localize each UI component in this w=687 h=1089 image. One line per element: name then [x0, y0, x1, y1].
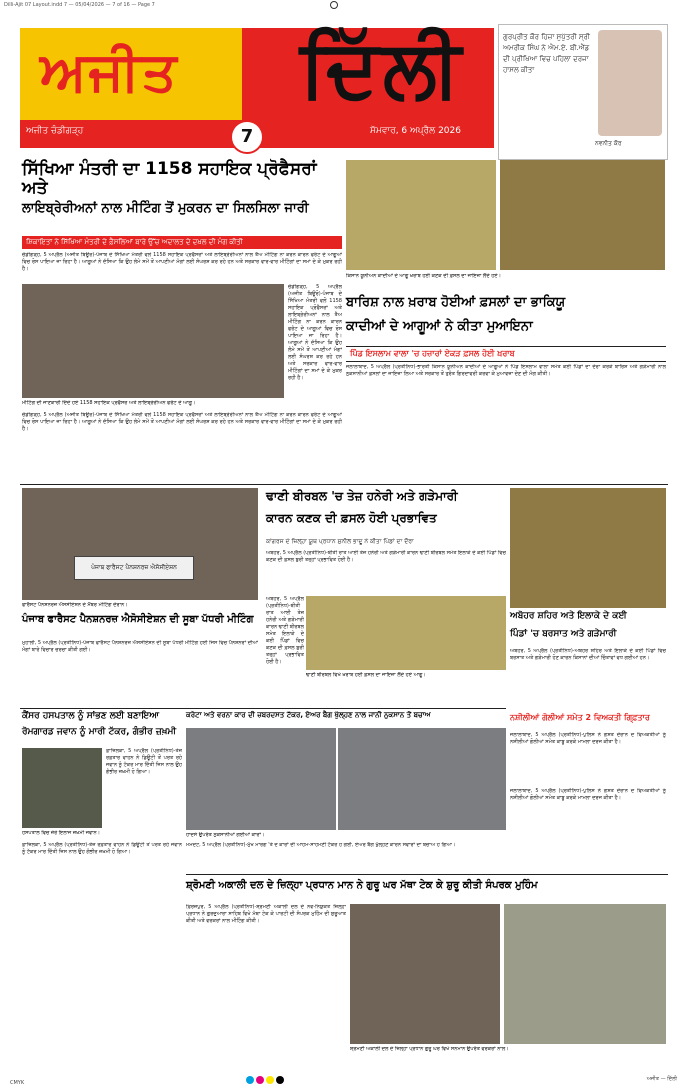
- drugs-body: ਜਲਾਲਾਬਾਦ, 5 ਅਪ੍ਰੈਲ (ਪ੍ਰਤੀਨਿਧ)-ਪੁਲਿਸ ਨੇ ਗਸ਼ਤ ਦੌਰਾਨ ਦੋ ਵਿਅਕਤੀਆਂ ਨੂੰ ਨਸ਼ੀਲੀਆਂ ਗੋਲੀਆਂ ਸਮੇਤ ਕਾਬੂ ਕਰਕੇ ਮਾਮਲਾ ਦਰਜ ਕੀਤਾ ਹੈ।: [510, 732, 666, 745]
- akali-photo-2: [504, 904, 666, 1044]
- akali-photo-caption: ਸ਼੍ਰੋਮਣੀ ਅਕਾਲੀ ਦਲ ਦੇ ਜ਼ਿਲ੍ਹਾ ਪ੍ਰਧਾਨ ਗੁਰੂ ਘਰ ਵਿਖੇ ਸਨਮਾਨ ਉਪਰੰਤ ਵਰਕਰਾਂ ਨਾਲ।: [350, 1046, 509, 1052]
- akali-photo-1: [350, 904, 500, 1044]
- registration-mark-icon: [330, 1, 338, 9]
- cancer-body: ਫ਼ਾਜ਼ਿਲਕਾ, 5 ਅਪ੍ਰੈਲ (ਪ੍ਰਤੀਨਿਧ)-ਤੇਜ਼ ਰਫ਼ਤਾਰ ਵਾਹਨ ਨੇ ਡਿਊਟੀ ਤੋਂ ਪਰਤ ਰਹੇ ਜਵਾਨ ਨੂੰ ਟੱਕਰ ਮਾਰ ਦਿੱਤੀ ਜਿਸ ਨਾਲ ਉਹ ਗੰਭੀਰ ਜ਼ਖ਼ਮੀ ਹੋ ਗਿਆ।: [106, 748, 182, 775]
- main-photo: [22, 284, 284, 398]
- hail-headline-1: ਢਾਣੀ ਬੀਰਬਲ 'ਚ ਤੇਜ਼ ਹਨੇਰੀ ਅਤੇ ਗੜੇਮਾਰੀ: [266, 489, 458, 503]
- main-headline-1: ਸਿੱਖਿਆ ਮੰਤਰੀ ਦਾ 1158 ਸਹਾਇਕ ਪ੍ਰੋਫੈਸਰਾਂ ਅਤੇ: [22, 159, 317, 198]
- rain-subhead: ਪਿੰਡ ਇਸਲਾਮ ਵਾਲਾ 'ਚ ਹਜ਼ਾਰਾਂ ਏਕੜ ਫ਼ਸਲ ਹੋਈ ਖ਼ਰਾਬ: [346, 346, 666, 362]
- rain-photo-2: [500, 160, 665, 270]
- forest-banner: ਪੰਜਾਬ ਫਾਰੈਸਟ ਪੈਨਸ਼ਨਰਜ਼ ਐਸੋਸੀਏਸ਼ਨ: [74, 556, 194, 580]
- rain-headline-2: ਕਾਦੀਆਂ ਦੇ ਆਗੂਆਂ ਨੇ ਕੀਤਾ ਮੁਆਇਨਾ: [346, 319, 533, 334]
- accident-headline: ਕਰੇਟਾ ਅਤੇ ਵਰਨਾ ਕਾਰ ਦੀ ਜ਼ਬਰਦਸਤ ਟੱਕਰ, ਏਅਰ ਬੈਗ ਖੁੱਲ੍ਹਣ ਨਾਲ ਜਾਨੀ ਨੁਕਸਾਨ ਤੋਂ ਬਚਾਅ: [186, 711, 431, 719]
- logo-ajit: ਅਜੀਤ: [40, 40, 179, 103]
- divider: [20, 484, 668, 485]
- divider: [186, 874, 668, 875]
- hail-photo-caption: ਢਾਣੀ ਬੀਰਬਲ ਵਿਖੇ ਖ਼ਰਾਬ ਹੋਈ ਫ਼ਸਲ ਦਾ ਜਾਇਜ਼ਾ ਲੈਂਦੇ ਹੋਏ ਆਗੂ।: [306, 672, 426, 678]
- main-body: ਚੰਡੀਗੜ੍ਹ, 5 ਅਪ੍ਰੈਲ (ਅਜੀਤ ਬਿਊਰੋ)-ਪੰਜਾਬ ਦੇ ਸਿੱਖਿਆ ਮੰਤਰੀ ਵਲੋਂ 1158 ਸਹਾਇਕ ਪ੍ਰੋਫੈਸਰਾਂ ਅਤੇ ਲਾਇਬ੍ਰੇਰੀਅਨਾਂ ਨਾਲ ਤੈਅ ਮੀਟਿੰਗ ਨਾ ਕਰਨ ਕਾਰਨ ਫਰੰਟ ਦੇ ਆਗੂਆਂ ਵਿਚ ਰੋਸ ਪਾਇਆ ਜਾ ਰਿਹਾ ਹੈ। ਆਗੂਆਂ ਨੇ ਦੱਸਿਆ ਕਿ ਉਹ ਲੰਮੇ ਸਮੇਂ ਤੋਂ ਆਪਣੀਆਂ ਮੰਗਾਂ ਲਈ ਸੰਘਰਸ਼ ਕਰ ਰਹੇ ਹਨ ਅਤੇ ਸਰਕਾਰ ਵਾਰ-ਵਾਰ ਮੀਟਿੰਗਾਂ ਦਾ ਸਮਾਂ ਦੇ ਕੇ ਮੁਕਰ ਰਹੀ ਹੈ।: [22, 252, 342, 272]
- drugs-headline: ਨਸ਼ੀਲੀਆਂ ਗੋਲੀਆਂ ਸਮੇਤ 2 ਵਿਅਕਤੀ ਗਿ੍ਫ਼ਤਾਰ: [510, 713, 650, 722]
- hail-subhead: ਕਾਂਗਰਸ ਦੇ ਜ਼ਿਲ੍ਹਾ ਯੂਥ ਪ੍ਰਧਾਨ ਸੁਨੀਲ ਭਾਦੂ ਨੇ ਕੀਤਾ ਪਿੰਡਾਂ ਦਾ ਦੌਰਾ: [266, 538, 414, 545]
- rain-photo-1: [346, 160, 496, 270]
- page-number: 7: [230, 120, 264, 154]
- akali-headline: ਸ਼੍ਰੋਮਣੀ ਅਕਾਲੀ ਦਲ ਦੇ ਜ਼ਿਲ੍ਹਾ ਪ੍ਰਧਾਨ ਮਾਨ ਨੇ ਗੁਰੂ ਘਰ ਮੱਥਾ ਟੇਕ ਕੇ ਸ਼ੁਰੂ ਕੀਤੀ ਸੰਪਰਕ ਮੁਹਿੰਮ: [186, 880, 538, 891]
- edition-label: ਅਜੀਤ ਚੰਡੀਗੜ੍ਹ: [26, 126, 84, 136]
- print-info-line: Dilli-Ajit 07 Layout.indd 7 — 05/04/2026 — 7 of 16 — Page 7: [4, 2, 155, 8]
- hail-headline-2: ਕਾਰਨ ਕਣਕ ਦੀ ਫ਼ਸਲ ਹੋਈ ਪ੍ਰਭਾਵਿਤ: [266, 511, 437, 525]
- forest-headline: ਪੰਜਾਬ ਫਾਰੈਸਟ ਪੈਨਸ਼ਨਰਜ਼ ਐਸੋਸੀਏਸ਼ਨ ਦੀ ਸੂਬਾ ਪੱਧਰੀ ਮੀਟਿੰਗ: [22, 614, 254, 625]
- rain-photo-caption: ਕਿਸਾਨ ਯੂਨੀਅਨ ਕਾਦੀਆਂ ਦੇ ਆਗੂ ਖ਼ਰਾਬ ਹੋਈ ਕਣਕ ਦੀ ਫ਼ਸਲ ਦਾ ਜਾਇਜ਼ਾ ਲੈਂਦੇ ਹੋਏ।: [346, 273, 501, 279]
- akali-body: ਫ਼ਿਰੋਜ਼ਪੁਰ, 5 ਅਪ੍ਰੈਲ (ਪ੍ਰਤੀਨਿਧ)-ਸ਼੍ਰੋਮਣੀ ਅਕਾਲੀ ਦਲ ਦੇ ਨਵ-ਨਿਯੁਕਤ ਜ਼ਿਲ੍ਹਾ ਪ੍ਰਧਾਨ ਨੇ ਗੁਰਦੁਆਰਾ ਸਾਹਿਬ ਵਿਖੇ ਮੱਥਾ ਟੇਕ ਕੇ ਪਾਰਟੀ ਦੀ ਸੰਪਰਕ ਮੁਹਿੰਮ ਦੀ ਸ਼ੁਰੂਆਤ ਕੀਤੀ ਅਤੇ ਵਰਕਰਾਂ ਨਾਲ ਮੀਟਿੰਗ ਕੀਤੀ।: [186, 904, 346, 924]
- date-line: ਸੋਮਵਾਰ, 6 ਅਪ੍ਰੈਲ 2026: [370, 126, 461, 136]
- footer-strip: [0, 1072, 687, 1089]
- logo-dilli: ਦਿੱਲੀ: [300, 22, 465, 115]
- hail-photo: [306, 596, 506, 670]
- abohar-headline-2: ਪਿੰਡਾਂ 'ਚ ਬਰਸਾਤ ਅਤੇ ਗੜੇਮਾਰੀ: [510, 629, 617, 639]
- abohar-photo: [510, 488, 666, 608]
- hail-body: ਅਬੋਹਰ, 5 ਅਪ੍ਰੈਲ (ਪ੍ਰਤੀਨਿਧ)-ਬੀਤੀ ਰਾਤ ਆਈ ਤੇਜ਼ ਹਨੇਰੀ ਅਤੇ ਗੜੇਮਾਰੀ ਕਾਰਨ ਢਾਣੀ ਬੀਰਬਲ ਸਮੇਤ ਇਲਾਕੇ ਦੇ ਕਈ ਪਿੰਡਾਂ ਵਿਚ ਕਣਕ ਦੀ ਫ਼ਸਲ ਬੁਰੀ ਤਰ੍ਹਾਂ ਪ੍ਰਭਾਵਿਤ ਹੋਈ ਹੈ।: [266, 550, 506, 563]
- rain-headline-1: ਬਾਰਿਸ਼ ਨਾਲ ਖ਼ਰਾਬ ਹੋਈਆਂ ਫ਼ਸਲਾਂ ਦਾ ਭਾਕਿਯੂ: [346, 295, 566, 310]
- cancer-body-cont: ਫ਼ਾਜ਼ਿਲਕਾ, 5 ਅਪ੍ਰੈਲ (ਪ੍ਰਤੀਨਿਧ)-ਤੇਜ਼ ਰਫ਼ਤਾਰ ਵਾਹਨ ਨੇ ਡਿਊਟੀ ਤੋਂ ਪਰਤ ਰਹੇ ਜਵਾਨ ਨੂੰ ਟੱਕਰ ਮਾਰ ਦਿੱਤੀ ਜਿਸ ਨਾਲ ਉਹ ਗੰਭੀਰ ਜ਼ਖ਼ਮੀ ਹੋ ਗਿਆ।: [22, 842, 182, 855]
- color-registration-dots: [246, 1080, 286, 1086]
- ad-text: ਗੁਰਪ੍ਰੀਤ ਕੌਰ ਹਿਜ਼ਾ ਸੁਪੁੱਤਰੀ ਸ੍ਰੀ ਅਮਰੀਕ ਸਿੰਘ ਨੇ ਐਮ.ਏ. ਬੀ.ਐੱਡ ਦੀ ਪ੍ਰੀਖਿਆ ਵਿਚ ਪਹਿਲਾ ਦਰਜਾ ਹਾਸਲ ਕੀਤਾ: [503, 33, 590, 74]
- divider: [20, 708, 506, 709]
- cancer-headline-2: ਰੋਮਗਾਰਡ ਜਵਾਨ ਨੂੰ ਮਾਰੀ ਟੱਕਰ, ਗੰਭੀਰ ਜ਼ਖ਼ਮੀ: [22, 727, 177, 737]
- accident-photo-1: [186, 728, 336, 830]
- ad-name: ਨਵਨੀਤ ਕੌਰ: [595, 140, 622, 147]
- main-headline-2: ਲਾਇਬ੍ਰੇਰੀਅਨਾਂ ਨਾਲ ਮੀਟਿੰਗ ਤੋਂ ਮੁਕਰਨ ਦਾ ਸਿਲਸਿਲਾ ਜਾਰੀ: [22, 201, 309, 216]
- abohar-body: ਅਬੋਹਰ, 5 ਅਪ੍ਰੈਲ (ਪ੍ਰਤੀਨਿਧ)-ਅਬੋਹਰ ਸ਼ਹਿਰ ਅਤੇ ਇਲਾਕੇ ਦੇ ਕਈ ਪਿੰਡਾਂ ਵਿਚ ਬਰਸਾਤ ਅਤੇ ਗੜੇਮਾਰੀ ਹੋਣ ਕਾਰਨ ਕਿਸਾਨਾਂ ਦੀਆਂ ਚਿੰਤਾਵਾਂ ਵਧ ਗਈਆਂ ਹਨ।: [510, 648, 666, 661]
- main-photo-caption: ਮੀਟਿੰਗ ਦੀ ਜਾਣਕਾਰੀ ਦਿੰਦੇ ਹੋਏ 1158 ਸਹਾਇਕ ਪ੍ਰੋਫੈਸਰ ਅਤੇ ਲਾਇਬ੍ਰੇਰੀਅਨ ਫਰੰਟ ਦੇ ਆਗੂ।: [22, 400, 196, 406]
- accident-photo-2: [338, 728, 506, 830]
- drugs-body-cont: ਜਲਾਲਾਬਾਦ, 5 ਅਪ੍ਰੈਲ (ਪ੍ਰਤੀਨਿਧ)-ਪੁਲਿਸ ਨੇ ਗਸ਼ਤ ਦੌਰਾਨ ਦੋ ਵਿਅਕਤੀਆਂ ਨੂੰ ਨਸ਼ੀਲੀਆਂ ਗੋਲੀਆਂ ਸਮੇਤ ਕਾਬੂ ਕਰਕੇ ਮਾਮਲਾ ਦਰਜ ਕੀਤਾ ਹੈ।: [510, 788, 666, 801]
- main-body-side: ਚੰਡੀਗੜ੍ਹ, 5 ਅਪ੍ਰੈਲ (ਅਜੀਤ ਬਿਊਰੋ)-ਪੰਜਾਬ ਦੇ ਸਿੱਖਿਆ ਮੰਤਰੀ ਵਲੋਂ 1158 ਸਹਾਇਕ ਪ੍ਰੋਫੈਸਰਾਂ ਅਤੇ ਲਾਇਬ੍ਰੇਰੀਅਨਾਂ ਨਾਲ ਤੈਅ ਮੀਟਿੰਗ ਨਾ ਕਰਨ ਕਾਰਨ ਫਰੰਟ ਦੇ ਆਗੂਆਂ ਵਿਚ ਰੋਸ ਪਾਇਆ ਜਾ ਰਿਹਾ ਹੈ। ਆਗੂਆਂ ਨੇ ਦੱਸਿਆ ਕਿ ਉਹ ਲੰਮੇ ਸਮੇਂ ਤੋਂ ਆਪਣੀਆਂ ਮੰਗਾਂ ਲਈ ਸੰਘਰਸ਼ ਕਰ ਰਹੇ ਹਨ ਅਤੇ ਸਰਕਾਰ ਵਾਰ-ਵਾਰ ਮੀਟਿੰਗਾਂ ਦਾ ਸਮਾਂ ਦੇ ਕੇ ਮੁਕਰ ਰਹੀ ਹੈ।: [288, 284, 342, 381]
- cancer-headline-1: ਕੈਂਸਰ ਹਸਪਤਾਲ ਨੂੰ ਸਾਂਭਣ ਲਈ ਬਣਾਇਆ: [22, 711, 159, 721]
- rain-body: ਜਲਾਲਾਬਾਦ, 5 ਅਪ੍ਰੈਲ (ਪ੍ਰਤੀਨਿਧ)-ਭਾਰਤੀ ਕਿਸਾਨ ਯੂਨੀਅਨ ਕਾਦੀਆਂ ਦੇ ਆਗੂਆਂ ਨੇ ਪਿੰਡ ਇਸਲਾਮ ਵਾਲਾ ਸਮੇਤ ਕਈ ਪਿੰਡਾਂ ਦਾ ਦੌਰਾ ਕਰਕੇ ਬਾਰਿਸ਼ ਅਤੇ ਗੜੇਮਾਰੀ ਨਾਲ ਨੁਕਸਾਨੀਆਂ ਫ਼ਸਲਾਂ ਦਾ ਜਾਇਜ਼ਾ ਲਿਆ ਅਤੇ ਸਰਕਾਰ ਤੋਂ ਤੁਰੰਤ ਗਿਰਦਾਵਰੀ ਕਰਵਾ ਕੇ ਮੁਆਵਜ਼ਾ ਦੇਣ ਦੀ ਮੰਗ ਕੀਤੀ।: [346, 364, 666, 377]
- main-subhead: ਸ਼ਿਕਾਇਤਾਂ ਨੇ ਸਿੱਖਿਆ ਮੰਤਰੀ ਦੇ ਫ਼ੈਸਲਿਆਂ ਬਾਰੇ ਉੱਚ ਅਦਾਲਤ ਦੇ ਦਖ਼ਲ ਦੀ ਮੰਗ ਕੀਤੀ: [22, 236, 342, 249]
- forest-photo: [22, 488, 258, 600]
- hail-body-side: ਅਬੋਹਰ, 5 ਅਪ੍ਰੈਲ (ਪ੍ਰਤੀਨਿਧ)-ਬੀਤੀ ਰਾਤ ਆਈ ਤੇਜ਼ ਹਨੇਰੀ ਅਤੇ ਗੜੇਮਾਰੀ ਕਾਰਨ ਢਾਣੀ ਬੀਰਬਲ ਸਮੇਤ ਇਲਾਕੇ ਦੇ ਕਈ ਪਿੰਡਾਂ ਵਿਚ ਕਣਕ ਦੀ ਫ਼ਸਲ ਬੁਰੀ ਤਰ੍ਹਾਂ ਪ੍ਰਭਾਵਿਤ ਹੋਈ ਹੈ।: [266, 596, 304, 665]
- cancer-photo: [22, 748, 102, 828]
- accident-body: ਮਮਦੋਟ, 5 ਅਪ੍ਰੈਲ (ਪ੍ਰਤੀਨਿਧ)-ਮੁੱਖ ਮਾਰਗ 'ਤੇ ਦੋ ਕਾਰਾਂ ਦੀ ਆਹਮੋ-ਸਾਹਮਣੀ ਟੱਕਰ ਹੋ ਗਈ, ਏਅਰ ਬੈਗ ਖੁੱਲ੍ਹਣ ਕਾਰਨ ਸਵਾਰਾਂ ਦਾ ਬਚਾਅ ਹੋ ਗਿਆ।: [186, 842, 456, 848]
- ad-portrait: [598, 30, 662, 136]
- cancer-photo-caption: ਹਸਪਤਾਲ ਵਿਚ ਜ਼ੇਰੇ ਇਲਾਜ ਜ਼ਖ਼ਮੀ ਜਵਾਨ।: [22, 830, 101, 836]
- accident-photo-caption: ਹਾਦਸੇ ਉਪਰੰਤ ਨੁਕਸਾਨੀਆਂ ਗਈਆਂ ਕਾਰਾਂ।: [186, 832, 265, 838]
- forest-photo-caption: ਫਾਰੈਸਟ ਪੈਨਸ਼ਨਰਜ਼ ਐਸੋਸੀਏਸ਼ਨ ਦੇ ਮੈਂਬਰ ਮੀਟਿੰਗ ਦੌਰਾਨ।: [22, 602, 128, 608]
- footer-left: CMYK: [10, 1080, 25, 1086]
- main-body-cont: ਚੰਡੀਗੜ੍ਹ, 5 ਅਪ੍ਰੈਲ (ਅਜੀਤ ਬਿਊਰੋ)-ਪੰਜਾਬ ਦੇ ਸਿੱਖਿਆ ਮੰਤਰੀ ਵਲੋਂ 1158 ਸਹਾਇਕ ਪ੍ਰੋਫੈਸਰਾਂ ਅਤੇ ਲਾਇਬ੍ਰੇਰੀਅਨਾਂ ਨਾਲ ਤੈਅ ਮੀਟਿੰਗ ਨਾ ਕਰਨ ਕਾਰਨ ਫਰੰਟ ਦੇ ਆਗੂਆਂ ਵਿਚ ਰੋਸ ਪਾਇਆ ਜਾ ਰਿਹਾ ਹੈ। ਆਗੂਆਂ ਨੇ ਦੱਸਿਆ ਕਿ ਉਹ ਲੰਮੇ ਸਮੇਂ ਤੋਂ ਆਪਣੀਆਂ ਮੰਗਾਂ ਲਈ ਸੰਘਰਸ਼ ਕਰ ਰਹੇ ਹਨ ਅਤੇ ਸਰਕਾਰ ਵਾਰ-ਵਾਰ ਮੀਟਿੰਗਾਂ ਦਾ ਸਮਾਂ ਦੇ ਕੇ ਮੁਕਰ ਰਹੀ ਹੈ।: [22, 412, 342, 432]
- footer-right: ਅਜੀਤ — ਦਿੱਲੀ: [646, 1076, 677, 1082]
- forest-body: ਮੁਹਾਲੀ, 5 ਅਪ੍ਰੈਲ (ਪ੍ਰਤੀਨਿਧ)-ਪੰਜਾਬ ਫਾਰੈਸਟ ਪੈਨਸ਼ਨਰਜ਼ ਐਸੋਸੀਏਸ਼ਨ ਦੀ ਸੂਬਾ ਪੱਧਰੀ ਮੀਟਿੰਗ ਹੋਈ ਜਿਸ ਵਿਚ ਪੈਨਸ਼ਨਰਾਂ ਦੀਆਂ ਮੰਗਾਂ ਬਾਰੇ ਵਿਚਾਰ ਚਰਚਾ ਕੀਤੀ ਗਈ।: [22, 640, 258, 653]
- abohar-headline-1: ਅਬੋਹਰ ਸ਼ਹਿਰ ਅਤੇ ਇਲਾਕੇ ਦੇ ਕਈ: [510, 611, 627, 621]
